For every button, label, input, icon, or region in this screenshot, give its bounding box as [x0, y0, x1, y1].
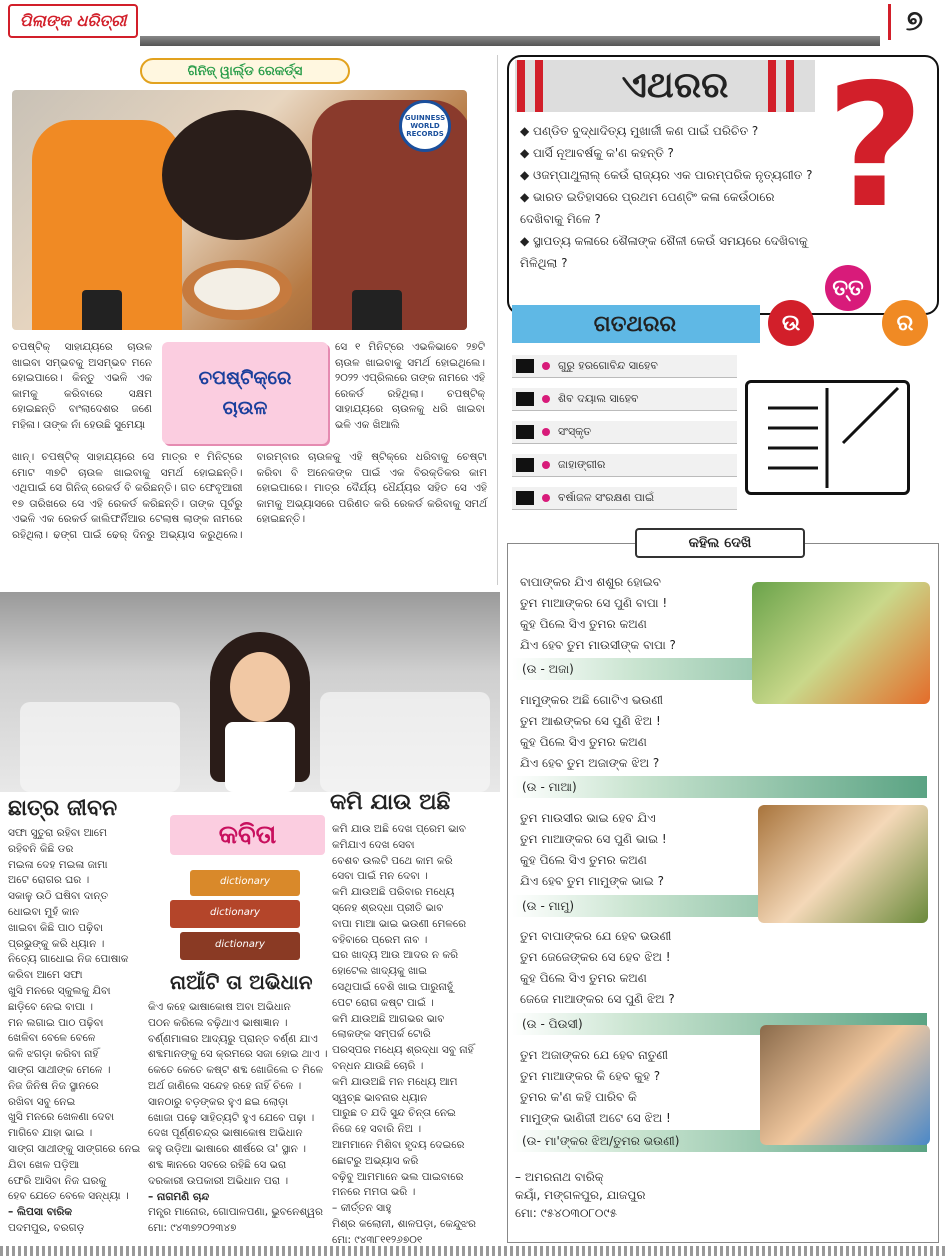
background-students-shape: [320, 692, 490, 792]
title-stripe: [786, 60, 794, 112]
riddle-2: ମାମୁଙ୍କର ଅଛି ଗୋଟିଏ ଭଉଣୀ ତୁମ ଆଈଙ୍କର ସେ ପୁଣି ଝିଅ ! କୁହ ପିଲେ ସିଏ ତୁମର କଅଣ ଯିଏ ହେବ ତୁମ ଅଜାଙ୍କ ଝିଅ ?: [520, 693, 663, 770]
poem2-body: କିଏ କହେ ଭାଷାକୋଷ ଅବା ଅଭିଧାନ ପଠନ କରିଲେ ବଢ଼ିଥାଏ ଭାଷାଜ୍ଞାନ । ବର୍ଣ୍ଣମାଳାର ଆଦ୍ୟରୁ ପ୍ରାନ୍ତ ବର୍ଣ୍ଣ ଯାଏ ଶବ୍ଦମାନଙ୍କୁ ସେ କ୍ରମରେ ସଜା ହୋଇ ଥାଏ । କେତେ କେତେ କଷ୍ଟ ଶବ୍ଦ ଖୋଜିଲେ ତ ମିଳେ ଅର୍ଥ ଜାଣିଲେ ସନ୍ଦେହ ରହେ ନାହିଁ ଚିଳେ । ସାନଠାରୁ ବଡ଼ଙ୍କର ହୁଏ ଛଇ ଲୋଡ଼ା ଖୋଜା ପଢ଼େ ସାହିତ୍ୟଟି ହୁଏ ଯେବେ ପଢ଼ା । ଦେଖ ପୂର୍ଣ୍ଣଚନ୍ଦ୍ର ଭାଷାକୋଷ ଅଭିଧାନ କହୁ ଉଡ଼ିଆ ଭାଷାରେ ଶୀର୍ଷରେ ତା' ସ୍ଥାନ । ଶବ୍ଦ ଜ୍ଞାନରେ ସବରେ ରହିଛି ସେ ଭରା ଦରକାରୀ ଉପକାରୀ ଅଭିଧାନ ପରା । – ନାଗମଣି ଚାନ୍ଦ ମନ୍ତ୍ର ମାନୋର, ଗୋପାଳପଣା, ଭୁବନେଶ୍ୱର ମୋ: ୯୪୩୭୨୦୨୩୪୭: [148, 1001, 328, 1235]
quiz-question: ◆ ଓଜମ୍ପାଥୁଲାଲ୍ କେଉଁ ରାଜ୍ୟର ଏକ ପାରମ୍ପରିକ ନୃତ୍ୟଗୀତ ?: [520, 168, 813, 182]
poem3-title: କମି ଯାଉ ଅଛି: [330, 790, 451, 815]
riddle-author: – ଅମରନାଥ ବାରିକ୍ କୟାଁ, ମଙ୍ଗଳପୁର, ଯାଜପୁର ମୋ: ୯୫୪୦୩୦୮୦୯୫: [515, 1170, 646, 1220]
riddle-5: ତୁମ ଅଜାଙ୍କର ଯେ ହେବ ନାତୁଣୀ ତୁମ ମାଆଙ୍କର କି ହେବ କୁହ ? ତୁମର କ'ଣ କହି ପାରିବ କି ମାମୁଙ୍କ ଭାଣିଜୀ ଅଟେ ସେ ଝିଅ !: [520, 1048, 671, 1125]
girl-shirt-shape: [225, 722, 295, 792]
quiz-question: ◆ ସ୍ଥାପତ୍ୟ କଳାରେ ଶୈଳାଙ୍କ ଶୈଳୀ କେଉଁ ସମୟରେ ଦେଖିବାକୁ ମିଳିଥିଲା ?: [520, 234, 808, 270]
poem2-title: ନାଆଁଟି ତା ଅଭିଧାନ: [170, 970, 313, 994]
page-number: ୭: [888, 4, 938, 40]
book-icon: [745, 380, 910, 495]
phone-right-shape: [352, 290, 402, 330]
students-photo: [0, 592, 500, 792]
children-reading-photo: [760, 1025, 930, 1145]
article1-text-left: ଚପଷ୍ଟିକ୍ ସାହାଯ୍ୟରେ ଚାଉଳ ଖାଇବା ସମ୍ଭବକୁ ଅସମ୍ଭବ ମନେ ହୋଇପାରେ। କିନ୍ତୁ ଏଭଳି ଏକ କାମକୁ କରିବାରେ ସକ୍ଷମ ହୋଇଛନ୍ତି ବାଂଲାଦେଶର ଜଣେ ମହିଳା। ତାଙ୍କ ନାଁ ହେଉଛି ସୁମେୟା: [12, 341, 152, 431]
quiz-question-list: [520, 120, 820, 274]
riddle-3: ତୁମ ମାଉସୀର ଭାଇ ହେବ ଯିଏ ତୁମ ମାଆଙ୍କର ସେ ପୁଣି ଭାଇ ! କୁହ ପିଲେ ସିଏ ତୁମର କଅଣ ଯିଏ ହେବ ତୁମ ମାମୁଙ୍କ ଭାଇ ?: [520, 811, 667, 888]
riddle-answer: (ଉ - ଅଜା): [512, 658, 927, 680]
riddle-4: ତୁମ ବାପାଙ୍କର ଯେ ହେବ ଭଉଣୀ ତୁମ ଜେଜେଙ୍କର ସେ ହେବ ଝିଅ ! କୁହ ପିଲେ ସିଏ ତୁମର କଅଣ ଜେଜେ ମାଆଙ୍କର ସେ ପୁଣି ଝିଅ ?: [520, 929, 675, 1006]
riddle-answer: (ଉ- ମା'ଙ୍କର ଝିଅ/ତୁମର ଭଉଣୀ): [512, 1130, 927, 1152]
prev-answer-row: ଶିବ ଦୟାଲ ସାହେବ: [512, 388, 737, 411]
column-divider: [497, 55, 498, 585]
footer-rule: [0, 1246, 945, 1256]
riddle-answer: (ଉ - ମାଆ): [512, 776, 927, 798]
riddle-answer: (ଉ - ପିଉସୀ): [512, 1013, 927, 1035]
answer-letter-circle: ତ୍ତ: [825, 265, 871, 311]
grandparent-photo: [752, 582, 930, 704]
prev-answer-row: ଜାହାଙ୍ଗୀର: [512, 454, 737, 477]
headline-line2: ଚାଉଳ: [222, 397, 268, 419]
article1-headline: [162, 342, 328, 444]
prev-answer-row: ସଂସ୍କୃତ: [512, 421, 737, 444]
title-stripe: [535, 60, 543, 112]
poem3-body: କମି ଯାଉ ଅଛି ଦେଖ ପ୍ରେମ ଭାବ କମିଯାଏ ଦେଖ ସେବା ବେଶବ ଉଲଟି ପଥେ କାମ କରି ସେବା ପାଇଁ ମନ ଦେବା । କମି ଯାଉଅଛି ପରିବାର ମଧ୍ୟେ ସ୍ନେହ ଶ୍ରଦ୍ଧା ପ୍ରୀତି ଭାବ ବାପା ମାଆ ଭାଇ ଭଉଣୀ ମେଳରେ ବହିବାରେ ପ୍ରେମ ନାବ । ଘର ଖାଦ୍ୟ ଆଉ ଆଦର ନ କରି ହୋଟେଲ ଖାଦ୍ୟକୁ ଖାଇ ସେଥିପାଇଁ ବେଶି ଖାଇ ପାରୁନାହୁଁ ପେଟ ରୋଗ କଷ୍ଟ ପାଇଁ । କମି ଯାଉଅଛି ଆଗଭର ଭାବ ଲୋକଙ୍କ ସମ୍ପର୍କ ଟୋରି ପରସ୍ପର ମଧ୍ୟେ ଶ୍ରଦ୍ଧା ସବୁ ନାହିଁ ବନ୍ଧନ ଯାଉଛି ଚୋରି । କମି ଯାଉଅଛି ମନ ମଧ୍ୟେ ଆମ ସ୍ୱଚ୍ଛ ଭାବନାର ଧ୍ୟାନ ପାରୁଛ ତ ଯଦି ସୁନ୍ଦ ଚିନ୍ତା ନେଇ ନିଜେ ହେ ସବାରି ନିଅ । ଆମମାନେ ମିଶିବା ହୃଦୟ ଦେଇରେ ଛୋଟରୁ ଅଭ୍ୟାସ କରି ବଢ଼ିବୁ ଆମମାନେ ଭଲ ପାଇବାରେ ମନରେ ମମତା ଭରି । – କୀର୍ତ୍ତନ ସାହୁ ମିଶ୍ର କଲୋନୀ, ଶାଳପଡ଼ା, କେନ୍ଦୁଝର ମୋ: ୯୪୩୮୧୧୨୬୭୦୧: [332, 823, 477, 1246]
phone-left-shape: [82, 290, 122, 330]
quiz-question: ◆ ଭାରତ ଇତିହାସରେ ପ୍ରଥମ ପେଣ୍ଟିଂ କଳା କେଉଁଠାରେ ଦେଖିବାକୁ ମିଳେ ?: [520, 190, 775, 226]
rice-shape: [194, 268, 280, 310]
article1-text-right: ସେ ୧ ମିନିଟ୍‌ରେ ଏଭଳିଭାବେ ୨୭ଟି ଚାଉଳ ଖାଇବାକୁ ସମର୍ଥ ହୋଇଥିଲେ। ୨୦୨୨ ଏପ୍ରିଲରେ ତାଙ୍କ ନାମରେ ଏହି ରେକର୍ଡ ରହିଥିଲା। ଚପଷ୍ଟିକ୍ ସାହାଯ୍ୟରେ ଚାଉଳକୁ ଧରି ଖାଇବା ଭଳି ଏକ ଖିଆଲି: [335, 341, 486, 431]
girl-face-shape: [230, 652, 290, 722]
riddle-answer: (ଉ - ମାମୁ): [512, 895, 927, 917]
prev-answers-list: [512, 355, 737, 510]
poem1-title: ଛାତ୍ର ଜୀବନ: [8, 796, 118, 821]
head-shape: [162, 110, 312, 240]
article1-text-bottom: ଖାନ୍। ଚପଷ୍ଟିକ୍ ସାହାଯ୍ୟରେ ସେ ମାତ୍ର ୧ ମିନିଟ୍‌ରେ ମୋଟ ୩୭ଟି ଚାଉଳ ଖାଇବାକୁ ସମର୍ଥ ହୋଇଛନ୍ତି। ଏଥିପାଇଁ ସେ ଗିନିଜ୍ ରେକର୍ଡ ବି କରିଛନ୍ତି। ଗତ ଫେବୃଆରୀ ୧୭ ତାରିଖରେ ସେ ଏହି ରେକର୍ଡ କରିଛନ୍ତି। ତାଙ୍କ ପୂର୍ବରୁ ଏଭଳି ଏକ ରେକର୍ଡ କାଲିଫର୍ନିଆର ଟେଲାଷ ଲାଙ୍କ ନାମରେ ରହିଥିଲା। ଢଙ୍ଗ ପାଇଁ ଢେର୍ ଦିନରୁ ଅଭ୍ୟାସ କରୁଥିଲେ। ବାରମ୍ବାର ଚାଉଳକୁ ଏହି ଷ୍ଟିକ୍‌ରେ ଧରିବାକୁ ଚେଷ୍ଟା କରିବା ବି ଅନେକଙ୍କ ପାଇଁ ଏକ ବିରକ୍ତିକର କାମ ହୋଇପାରେ। ମାତ୍ର ଦୈର୍ଯ୍ୟ ଧୈର୍ଯ୍ୟର ସହିତ ସେ ଏହି କାମକୁ ଅଭ୍ୟାସରେ ପରିଣତ କରି ରେକର୍ଡ କରିବାକୁ ସମର୍ଥ ହୋଇଛନ୍ତି।: [12, 451, 487, 541]
headline-line1: ଚପଷ୍ଟିକ୍‌ରେ: [198, 367, 292, 389]
prev-answer-row: ବର୍ଷାଜଳ ସଂରକ୍ଷଣ ପାଇଁ: [512, 487, 737, 510]
quiz-question: ◆ ପାର୍ସି ନୂଆବର୍ଷକୁ କ'ଣ କହନ୍ତି ?: [520, 146, 674, 160]
prev-answer-row: ଗୁରୁ ହରଗୋବିନ୍ଦ ସାହେବ: [512, 355, 737, 378]
dictionary-books-icon: dictionary dictionary dictionary: [150, 860, 330, 970]
riddle-tag: କହିଲ ଦେଖି: [635, 528, 805, 558]
background-students-shape: [20, 702, 180, 792]
prev-answers-title: ଗତଥରର: [593, 311, 677, 337]
title-stripe: [517, 60, 525, 112]
question-mark-icon: ?: [825, 48, 925, 246]
riddle-1: ବାପାଙ୍କର ଯିଏ ଶଶୁର ହୋଇବ ତୁମ ମାଆଙ୍କର ସେ ପୁଣି ବାପା ! କୁହ ପିଲେ ସିଏ ତୁମର କଅଣ ଯିଏ ହେବ ତୁମ ମାଉସୀଙ୍କ ବାପା ?: [520, 575, 676, 652]
answer-letter-circle: ର: [882, 300, 928, 346]
mother-child-photo: [758, 805, 928, 923]
quiz-title: ଏଥରର: [621, 65, 729, 106]
header-rule: [140, 36, 880, 46]
quiz-question: ◆ ପଣ୍ଡିତ ବୁଦ୍ଧାଦିତ୍ୟ ମୁଖାର୍ଜୀ କଣ ପାଇଁ ପରିଚିତ ?: [520, 124, 759, 138]
guinness-badge: GUINNESS WORLD RECORDS: [399, 100, 451, 152]
chopsticks-photo: [12, 90, 467, 330]
poem1-body: ସଫା ସୁତୁରା ରହିବା ଆମେ ରହିବନି କିଛି ଡର ମଇଳା ଦେହ ମଇଳା ଜାମା ଅଟେ ରୋଗର ଘର । ସକାଳୁ ଉଠି ଘଷିବା ଦାନ୍ତ ଧୋଇବା ମୁହଁ କାନ ଖାଇବା କିଛି ପାଠ ପଢ଼ିବା ପ୍ରଭୁଙ୍କୁ କରି ଧ୍ୟାନ । ନିତ୍ୟେ ଗାଧୋଇ ନିଜ ପୋଷାକ କରିବା ଆମେ ସଫା ଖୁସି ମନରେ ସ୍କୁଲକୁ ଯିବା ଛାଡ଼ିବେ ନେଇ ବାପା । ମନ ଲଗାଇ ପାଠ ପଢ଼ିବା ଖେଳିବା ବେଳେ ବେଳେ କଳି ଝଗଡ଼ା କରିବା ନାହିଁ ସାଙ୍ଗ ସାଥୀଙ୍କ ମେଳେ । ନିଜ ଜିନିଷ ନିଜ ସ୍ଥାନରେ ରଖିବା ସବୁ ନେଇ ଖୁସି ମନରେ ଖେଳଣା ଦେବା ମାଗିବେ ଯାହା ଭାଇ । ସାଙ୍ଗ ସାଥୀଙ୍କୁ ସାଙ୍ଗରେ ନେଇ ଯିବା ଖେଳ ପଡ଼ିଆ ଫେରି ଆସିବା ନିଜ ଘରକୁ ହେବ ଯେତେ ବେଳେ ସନ୍ଧ୍ୟା । – ଲିପସା ବାରିକ ପଦମପୁର, ବରଗଡ଼: [8, 827, 141, 1234]
answer-letter-circle: ଉ: [768, 300, 814, 346]
section-title-guinness: ଗିନିଜ୍ ୱାର୍ଲ୍ଡ ରେକର୍ଡ୍ସ: [140, 58, 350, 84]
masthead-logo: ପିଲାଙ୍କ ଧରିତ୍ରୀ: [8, 4, 138, 38]
kabita-banner: କବିତା: [170, 815, 325, 855]
